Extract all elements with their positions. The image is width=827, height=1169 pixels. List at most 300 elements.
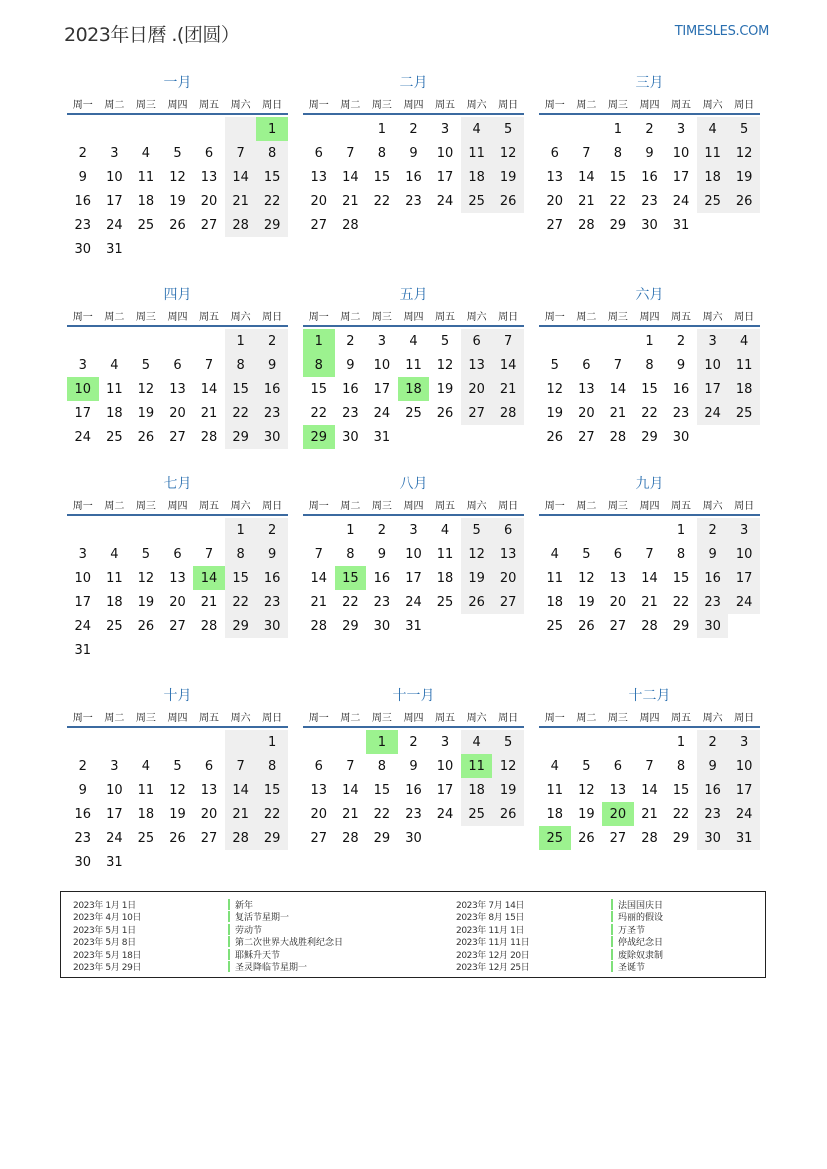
weekday-label: 周六	[702, 311, 723, 323]
day-cell: 5	[550, 357, 559, 373]
weekday-label: 周六	[230, 712, 251, 724]
day-cell: 14	[578, 169, 595, 185]
day-cell: 8	[225, 542, 257, 566]
day-cell: 17	[74, 405, 92, 421]
weekday-label: 周六	[466, 99, 487, 111]
empty-cell	[303, 117, 335, 141]
day-cell: 19	[492, 778, 524, 802]
day-cell: 17	[728, 778, 760, 802]
day-cell: 22	[672, 806, 690, 822]
day-cell: 1	[225, 518, 257, 542]
legend-color-marker	[611, 911, 613, 922]
weekday-label: 周二	[576, 500, 597, 512]
day-cell: 25	[461, 189, 493, 213]
day-grid	[67, 117, 288, 261]
day-cell: 1	[225, 329, 257, 353]
day-cell: 28	[342, 217, 359, 233]
day-cell: 13	[578, 381, 595, 397]
weekday-label: 周六	[230, 500, 251, 512]
holiday-day-cell: 20	[602, 802, 634, 826]
day-cell: 6	[314, 145, 323, 161]
day-cell: 22	[373, 193, 391, 209]
day-cell: 25	[436, 594, 454, 610]
weekday-label: 周六	[702, 500, 723, 512]
day-cell: 25	[106, 618, 123, 634]
weekday-label: 周一	[308, 500, 329, 512]
day-cell: 29	[609, 217, 627, 233]
day-cell: 21	[641, 594, 658, 610]
day-cell: 15	[641, 381, 658, 397]
day-cell: 24	[373, 405, 391, 421]
legend-holiday-name: 圣灵降临节星期一	[235, 963, 308, 974]
day-cell: 7	[314, 546, 323, 562]
day-cell: 24	[697, 401, 729, 425]
weekday-label: 周二	[576, 712, 597, 724]
day-cell: 26	[546, 429, 564, 445]
legend-date: 2023年 5月 29日	[73, 963, 142, 974]
legend-date: 2023年 7月 14日	[456, 900, 525, 911]
day-cell: 3	[440, 734, 450, 750]
day-cell: 25	[137, 217, 155, 233]
day-cell: 13	[310, 169, 328, 185]
weekday-label: 周日	[262, 99, 283, 111]
day-cell: 22	[256, 189, 288, 213]
legend-date: 2023年 11月 1日	[456, 925, 525, 936]
day-cell: 9	[256, 542, 288, 566]
weekday-label: 周一	[72, 311, 93, 323]
day-cell: 17	[436, 782, 454, 798]
day-grid	[303, 117, 524, 237]
day-cell: 3	[676, 121, 686, 137]
empty-cell	[335, 730, 367, 754]
day-cell: 10	[106, 169, 123, 185]
page-title: 2023年日曆 .(团圆）	[64, 24, 240, 46]
day-cell: 14	[641, 782, 658, 798]
day-cell: 21	[225, 802, 257, 826]
weekday-label: 周一	[544, 500, 565, 512]
day-cell: 8	[645, 357, 654, 373]
day-cell: 3	[728, 518, 760, 542]
month-block	[303, 285, 524, 449]
day-cell: 5	[582, 758, 591, 774]
day-cell: 20	[492, 566, 524, 590]
day-cell: 17	[728, 566, 760, 590]
day-cell: 14	[200, 381, 218, 397]
day-cell: 12	[436, 357, 454, 373]
weekday-label: 周三	[371, 500, 392, 512]
day-cell: 10	[672, 145, 690, 161]
empty-cell	[193, 117, 225, 141]
day-cell: 3	[110, 758, 119, 774]
weekday-label: 周三	[607, 500, 628, 512]
empty-cell	[130, 518, 162, 542]
empty-cell	[539, 117, 571, 141]
day-cell: 23	[74, 217, 92, 233]
month-title: 一月	[163, 75, 192, 91]
day-cell: 13	[546, 169, 564, 185]
weekday-header	[303, 706, 524, 728]
day-cell: 27	[200, 217, 218, 233]
day-cell: 20	[200, 193, 218, 209]
day-cell: 29	[641, 429, 658, 445]
month-title: 四月	[163, 287, 192, 303]
day-cell: 6	[550, 145, 559, 161]
day-cell: 16	[697, 566, 729, 590]
day-cell: 28	[342, 830, 359, 846]
day-cell: 23	[256, 590, 288, 614]
day-cell: 13	[492, 542, 524, 566]
day-cell: 4	[141, 145, 151, 161]
day-cell: 27	[578, 429, 595, 445]
day-cell: 2	[697, 518, 729, 542]
day-cell: 20	[169, 405, 186, 421]
weekday-label: 周四	[639, 99, 660, 111]
empty-cell	[162, 730, 194, 754]
empty-cell	[193, 329, 225, 353]
day-cell: 4	[409, 333, 418, 349]
day-cell: 9	[78, 169, 87, 185]
month-block	[539, 474, 760, 638]
day-cell: 8	[225, 353, 257, 377]
day-cell: 4	[697, 117, 729, 141]
month-block	[539, 285, 760, 449]
day-cell: 6	[582, 357, 591, 373]
month-title: 九月	[635, 476, 664, 492]
weekday-header	[539, 706, 760, 728]
day-cell: 7	[204, 357, 214, 373]
day-cell: 18	[106, 405, 123, 421]
day-cell: 28	[310, 618, 328, 634]
day-cell: 21	[200, 405, 218, 421]
site-link[interactable]: TIMESLES.COM	[674, 24, 769, 39]
day-cell: 11	[405, 357, 422, 373]
weekday-label: 周三	[135, 712, 156, 724]
day-cell: 11	[728, 353, 760, 377]
day-cell: 4	[550, 758, 559, 774]
day-cell: 6	[492, 518, 524, 542]
legend-color-marker	[228, 949, 230, 960]
day-cell: 23	[256, 401, 288, 425]
day-cell: 14	[225, 165, 257, 189]
holiday-day-cell: 14	[193, 566, 225, 590]
day-cell: 15	[609, 169, 627, 185]
empty-cell	[130, 117, 162, 141]
weekday-label: 周四	[403, 99, 424, 111]
legend-color-marker	[228, 911, 230, 922]
day-cell: 30	[256, 614, 288, 638]
day-cell: 2	[645, 121, 654, 137]
day-cell: 26	[137, 618, 155, 634]
day-cell: 11	[137, 782, 155, 798]
empty-cell	[162, 329, 194, 353]
weekday-label: 周三	[607, 712, 628, 724]
day-cell: 16	[672, 381, 690, 397]
day-cell: 17	[373, 381, 391, 397]
day-cell: 4	[110, 357, 119, 373]
day-cell: 24	[106, 830, 123, 846]
legend-holiday-name: 玛丽的假设	[618, 913, 664, 924]
legend-date: 2023年 12月 25日	[456, 963, 530, 974]
day-cell: 6	[204, 758, 214, 774]
day-cell: 20	[310, 193, 328, 209]
day-cell: 16	[74, 193, 92, 209]
day-cell: 10	[436, 758, 454, 774]
day-cell: 18	[546, 806, 564, 822]
legend-date: 2023年 4月 10日	[73, 913, 142, 924]
day-cell: 9	[645, 145, 654, 161]
day-cell: 9	[697, 754, 729, 778]
day-cell: 4	[728, 329, 760, 353]
day-cell: 14	[641, 570, 658, 586]
day-cell: 3	[728, 730, 760, 754]
day-cell: 4	[141, 758, 151, 774]
day-cell: 2	[256, 518, 288, 542]
day-cell: 25	[405, 405, 422, 421]
day-cell: 6	[173, 546, 182, 562]
weekday-header	[67, 93, 288, 115]
legend-holiday-name: 停战纪念日	[618, 938, 664, 949]
day-cell: 26	[578, 830, 595, 846]
day-cell: 11	[106, 381, 123, 397]
weekday-label: 周二	[104, 311, 125, 323]
empty-cell	[634, 518, 666, 542]
empty-cell	[335, 117, 367, 141]
day-cell: 18	[137, 806, 155, 822]
day-cell: 4	[461, 117, 493, 141]
legend-date: 2023年 5月 18日	[73, 950, 142, 961]
day-cell: 9	[409, 758, 418, 774]
weekday-label: 周一	[308, 99, 329, 111]
weekday-label: 周二	[104, 500, 125, 512]
day-cell: 20	[609, 594, 627, 610]
day-cell: 31	[373, 429, 391, 445]
day-cell: 19	[546, 405, 564, 421]
day-cell: 21	[641, 806, 658, 822]
day-cell: 12	[169, 169, 186, 185]
day-cell: 4	[440, 522, 450, 538]
day-grid	[303, 730, 524, 850]
weekday-header	[67, 706, 288, 728]
legend-row	[456, 936, 663, 949]
day-cell: 28	[200, 618, 218, 634]
day-cell: 1	[377, 121, 387, 137]
day-cell: 26	[492, 802, 524, 826]
day-cell: 15	[373, 782, 391, 798]
day-cell: 3	[78, 546, 87, 562]
day-cell: 25	[137, 830, 155, 846]
day-cell: 10	[728, 754, 760, 778]
day-cell: 23	[641, 193, 658, 209]
day-cell: 20	[546, 193, 564, 209]
weekday-label: 周五	[199, 311, 220, 323]
day-cell: 27	[609, 618, 627, 634]
weekday-label: 周六	[466, 712, 487, 724]
day-cell: 2	[78, 145, 87, 161]
weekday-label: 周日	[262, 311, 283, 323]
day-cell: 28	[200, 429, 218, 445]
day-cell: 22	[342, 594, 359, 610]
legend-color-marker	[611, 924, 613, 935]
day-cell: 13	[200, 169, 218, 185]
day-cell: 3	[110, 145, 119, 161]
day-cell: 12	[137, 570, 155, 586]
day-cell: 24	[106, 217, 123, 233]
day-cell: 27	[169, 429, 186, 445]
month-block	[67, 474, 288, 662]
weekday-label: 周四	[403, 500, 424, 512]
empty-cell	[67, 730, 99, 754]
day-cell: 28	[641, 618, 658, 634]
weekday-label: 周三	[607, 311, 628, 323]
month-block	[303, 686, 524, 850]
empty-cell	[130, 730, 162, 754]
weekday-header	[539, 93, 760, 115]
day-cell: 22	[641, 405, 658, 421]
day-cell: 18	[461, 778, 493, 802]
day-cell: 5	[461, 518, 493, 542]
day-cell: 4	[110, 546, 119, 562]
day-cell: 7	[492, 329, 524, 353]
legend-row	[456, 948, 663, 961]
day-cell: 19	[461, 566, 493, 590]
day-cell: 20	[169, 594, 186, 610]
day-cell: 2	[256, 329, 288, 353]
legend-holiday-name: 法国国庆日	[618, 900, 664, 911]
legend-holiday-name: 耶稣升天节	[235, 950, 281, 961]
day-cell: 12	[578, 570, 595, 586]
day-cell: 11	[546, 782, 564, 798]
holiday-day-cell: 10	[67, 377, 99, 401]
day-cell: 9	[78, 782, 87, 798]
legend-holiday-name: 万圣节	[618, 925, 646, 936]
day-cell: 21	[310, 594, 328, 610]
day-cell: 28	[609, 429, 627, 445]
day-cell: 30	[672, 429, 690, 445]
day-cell: 26	[578, 618, 595, 634]
day-cell: 10	[74, 570, 92, 586]
day-cell: 11	[546, 570, 564, 586]
weekday-label: 周四	[639, 311, 660, 323]
day-cell: 12	[492, 141, 524, 165]
day-cell: 15	[310, 381, 328, 397]
day-cell: 24	[436, 193, 454, 209]
day-cell: 31	[672, 217, 690, 233]
weekday-label: 周四	[167, 712, 188, 724]
day-cell: 31	[728, 826, 760, 850]
day-cell: 18	[461, 165, 493, 189]
day-cell: 25	[697, 189, 729, 213]
day-cell: 22	[225, 590, 257, 614]
day-cell: 6	[314, 758, 323, 774]
day-cell: 28	[225, 213, 257, 237]
empty-cell	[571, 518, 603, 542]
legend-row	[456, 898, 663, 911]
day-grid	[303, 329, 524, 449]
day-cell: 21	[225, 189, 257, 213]
day-cell: 3	[440, 121, 450, 137]
day-cell: 6	[613, 758, 623, 774]
day-cell: 16	[641, 169, 658, 185]
day-cell: 13	[169, 381, 186, 397]
day-cell: 7	[346, 145, 355, 161]
month-block	[539, 73, 760, 237]
legend-row	[73, 923, 343, 936]
day-cell: 27	[310, 217, 328, 233]
legend-row	[73, 961, 343, 974]
day-cell: 17	[405, 570, 422, 586]
weekday-label: 周日	[262, 712, 283, 724]
day-cell: 30	[256, 425, 288, 449]
day-cell: 23	[74, 830, 92, 846]
weekday-label: 周五	[671, 712, 692, 724]
day-cell: 7	[582, 145, 591, 161]
day-cell: 14	[342, 169, 359, 185]
day-cell: 8	[377, 758, 387, 774]
month-title: 二月	[399, 75, 428, 91]
day-cell: 22	[256, 802, 288, 826]
day-cell: 5	[582, 546, 591, 562]
day-cell: 31	[106, 241, 123, 257]
empty-cell	[162, 518, 194, 542]
day-cell: 16	[256, 566, 288, 590]
day-cell: 11	[697, 141, 729, 165]
weekday-label: 周一	[308, 311, 329, 323]
legend-column-left	[73, 898, 343, 973]
day-cell: 14	[310, 570, 328, 586]
day-cell: 8	[346, 546, 355, 562]
weekday-header	[539, 494, 760, 516]
day-cell: 23	[373, 594, 391, 610]
day-cell: 12	[578, 782, 595, 798]
month-title: 八月	[399, 476, 428, 492]
weekday-label: 周三	[607, 99, 628, 111]
day-cell: 5	[492, 730, 524, 754]
day-cell: 15	[225, 566, 257, 590]
weekday-label: 周日	[734, 712, 755, 724]
day-cell: 2	[346, 333, 355, 349]
day-cell: 11	[461, 141, 493, 165]
day-cell: 14	[225, 778, 257, 802]
legend-holiday-name: 劳动节	[235, 925, 263, 936]
weekday-label: 周一	[544, 712, 565, 724]
day-cell: 7	[645, 758, 654, 774]
day-cell: 4	[461, 730, 493, 754]
day-cell: 2	[377, 522, 387, 538]
day-cell: 7	[204, 546, 214, 562]
day-cell: 6	[173, 357, 182, 373]
day-cell: 7	[346, 758, 355, 774]
day-cell: 24	[74, 429, 92, 445]
weekday-label: 周日	[498, 500, 519, 512]
weekday-header	[539, 305, 760, 327]
empty-cell	[602, 730, 634, 754]
weekday-label: 周五	[199, 99, 220, 111]
weekday-label: 周一	[544, 99, 565, 111]
day-cell: 17	[436, 169, 454, 185]
day-cell: 1	[676, 522, 686, 538]
month-title: 三月	[635, 75, 664, 91]
weekday-label: 周五	[671, 99, 692, 111]
day-cell: 29	[672, 830, 690, 846]
day-cell: 29	[225, 425, 257, 449]
day-cell: 16	[256, 377, 288, 401]
day-cell: 1	[256, 730, 288, 754]
weekday-label: 周一	[308, 712, 329, 724]
day-cell: 26	[169, 830, 186, 846]
empty-cell	[571, 329, 603, 353]
day-cell: 5	[141, 357, 151, 373]
empty-cell	[225, 117, 257, 141]
